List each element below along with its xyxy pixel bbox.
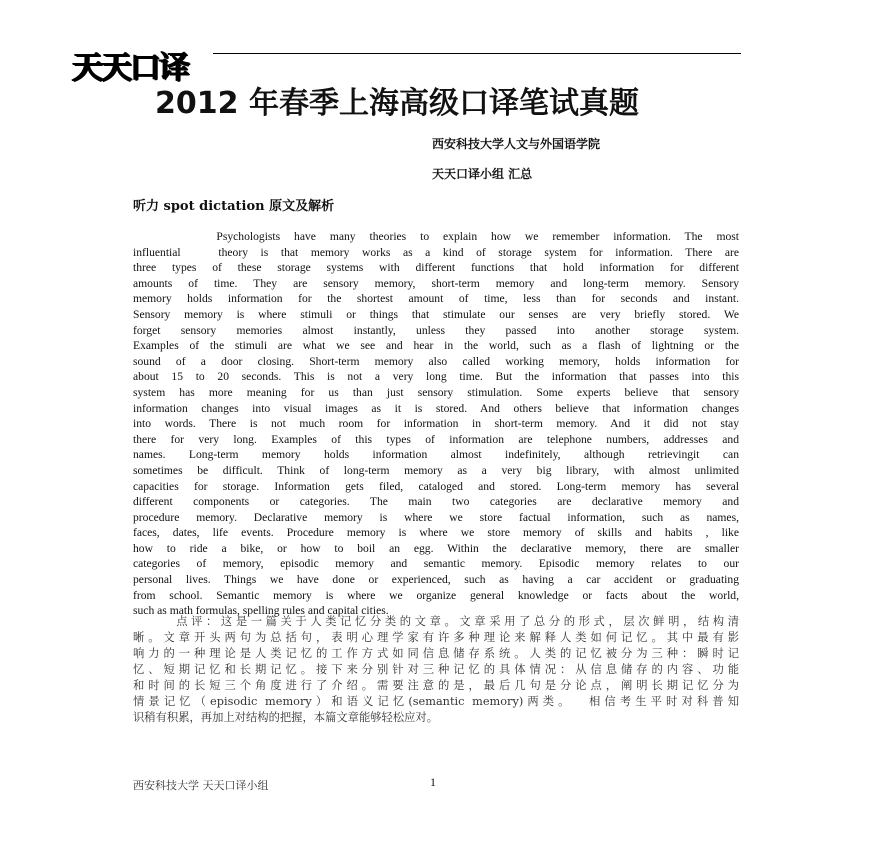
footer-text: 西安科技大学 天天口译小组 [133,779,269,792]
section-heading: 听力 spot dictation 原文及解析 [133,199,335,214]
commentary-line: 和时间的长短三个角度进行了介绍。需要注意的是，最后几句是分论点，阐明长期记忆分为 [133,679,739,692]
passage-line: Examples of the stimuli are what we see and hear in the world, such as a flash of lightning or the [133,339,739,353]
passage-line: capacities for storage. Information gets filed, cataloged and stored. Long-term memory has several [133,479,739,493]
passage-line: faces, dates, life events. Procedure memory is where we store memory of skills and habits , like [133,526,739,540]
commentary [133,614,739,726]
passage-line: information changes into visual images as it is stored. And others believe that information changes [133,401,739,415]
group-credit: 天天口译小组 汇总 [432,167,533,181]
passage-line: amounts of time. They are sensory memory, short-term memory and long-term memory. Sensory [133,276,739,290]
passage-line: sound of a door closing. Short-term memory also called working memory, holds information for [133,354,739,368]
commentary-line: 忆、短期记忆和长期记忆。接下来分别针对三种记忆的具体情况：从信息储存的内容、功能 [133,663,739,676]
page-number: 1 [430,775,436,789]
passage-line: forget sensory memories almost instantly, unless they passed into another storage system. [133,323,739,337]
organization: 西安科技大学人文与外国语学院 [432,137,601,151]
passage-line: sometimes be difficult. Think of long-term memory as a very big library, with almost unlimited [133,463,739,477]
logo: 天天口译 [72,50,188,86]
commentary-line: 情景记忆（episodic memory）和语义记忆(semantic memory)两类。 相信考生平时对科普知 [133,695,739,708]
passage-line: influential theory is that memory works as a kind of storage system for information. There are [133,245,739,259]
passage-line: from school. Semantic memory is where we organize general knowledge or facts about the world, [133,588,739,602]
commentary-line: 晰。文章开头两句为总括句，表明心理学家有许多种理论来解释人类如何记忆。其中最有影 [133,631,739,644]
passage-line: procedure memory. Declarative memory is where we store factual information, such as names, [133,510,739,524]
passage-line: such as math formulas, spelling rules and capital cities. [133,604,389,618]
passage-line: three types of these storage systems with different functions that hold information for different [133,261,739,275]
commentary-line: 响力的一种理论是人类记忆的工作方式如同信息储存系统。人类的记忆被分为三种：瞬时记 [133,647,739,660]
passage-line: categories of memory, episodic memory and semantic memory. Episodic memory relates to our [133,557,739,571]
passage-line: into words. There is not much room for information in short-term memory. And it did not stay [133,417,739,431]
header-rule [213,53,741,54]
passage-line: about 15 to 20 seconds. This is not a very long time. But the information that passes into this [133,370,739,384]
passage-line: system has more meaning for us than just sensory stimulation. Some experts believe that sensory [133,385,739,399]
passage-line: names. Long-term memory holds information almost indefinitely, although retrievingit can [133,448,739,462]
passage-line: memory holds information for the shortest amount of time, less than for seconds and instant. [133,292,739,306]
passage-line: Psychologists have many theories to explain how we remember information. The most [133,230,739,243]
passage-line: personal lives. Things we have done or experienced, such as having a car accident or graduating [133,573,739,587]
passage [133,229,739,619]
passage-line: how to ride a bike, or how to boil an egg. Within the declarative memory, there are smaller [133,541,739,555]
passage-line: there for very long. Examples of this types of information are telephone numbers, addresses and [133,432,739,446]
commentary-line: 识稍有积累，再加上对结构的把握，本篇文章能够轻松应对。 [133,711,439,724]
passage-line: different components or categories. The main two categories are declarative memory and [133,495,739,509]
commentary-line: 点评：这是一篇关于人类记忆分类的文章。文章采用了总分的形式，层次鲜明，结构清 [133,615,739,628]
page-title: 2012 年春季上海高级口译笔试真题 [155,86,639,121]
passage-line: Sensory memory is where stimuli or things that stimulate our senses are very briefly stored. We [133,307,739,321]
